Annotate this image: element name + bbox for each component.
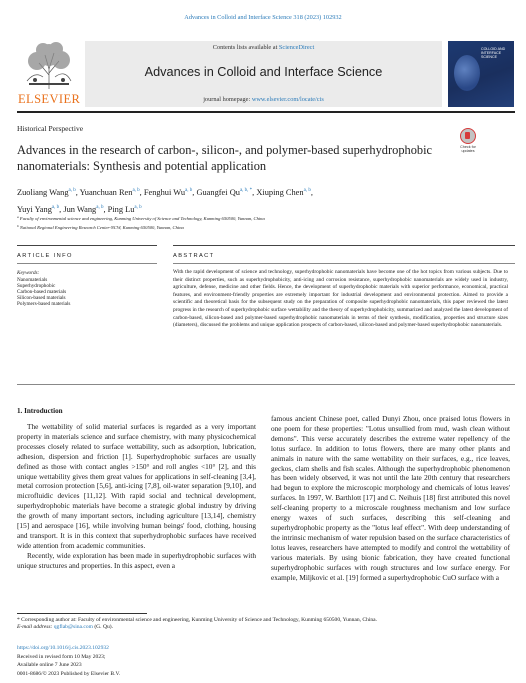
homepage-prefix: journal homepage: bbox=[203, 96, 252, 103]
crossmark-label: Check for updates bbox=[460, 145, 476, 154]
journal-reference[interactable]: Advances in Colloid and Interface Science 318 (2023) 102932 bbox=[184, 14, 342, 21]
affiliation-mark: b bbox=[17, 223, 19, 228]
received-date: Received in revised form 10 May 2023; bbox=[17, 653, 106, 660]
author-affil-marker[interactable]: a, b bbox=[51, 205, 60, 210]
article-info-top-rule bbox=[17, 245, 157, 246]
author-name[interactable]: Zuoliang Wang bbox=[17, 188, 69, 197]
masthead-box bbox=[85, 41, 442, 107]
email-line bbox=[17, 624, 515, 631]
doi-link[interactable]: https://doi.org/10.1016/j.cis.2023.102932 bbox=[17, 645, 109, 651]
affiliations bbox=[17, 214, 515, 232]
keyword-item: Nanomaterials bbox=[17, 277, 48, 283]
affiliation-text: National Regional Engineering Research Center-NCW, Kunming 650500, Yunnan, China bbox=[19, 224, 184, 230]
sciencedirect-link[interactable]: ScienceDirect bbox=[278, 44, 315, 51]
author-affil-marker[interactable]: a, b bbox=[134, 205, 142, 210]
author-affil-marker[interactable]: a, b, * bbox=[239, 188, 253, 193]
author-list: Zuoliang Wang$^{a, b}$, Yuanchuan Ren$^{a, b}$, Fenghui Wu$^{a, b}$, Guangfei $Qu^{a, b, *}$, Xiuping Chen$^{a, b}$, Yuyi Yang$^{a, b}$, Jun Wang$^{a, b}$, Ping Lu$^{a, b}$ bbox=[17, 188, 313, 214]
contents-prefix: Contents lists available at bbox=[212, 44, 279, 51]
corresponding-author-note: * Corresponding author at: Faculty of environmental science and engineering, Kunming University of Science and Technology, Kunming 650500, Yunnan, China. bbox=[17, 617, 378, 623]
author-name[interactable]: Xiuping Chen bbox=[256, 188, 304, 197]
article-title: Advances in the research of carbon-, silicon-, and polymer-based superhydrophobic nanomaterials: Synthesis and potential application bbox=[17, 143, 433, 173]
section-heading-introduction: 1. Introduction bbox=[17, 407, 63, 415]
article-type: Historical Perspective bbox=[17, 124, 84, 133]
author-affil-marker[interactable]: a, b bbox=[132, 188, 140, 193]
author-affil-marker[interactable]: a, b bbox=[96, 205, 104, 210]
abstract-sub-rule bbox=[173, 263, 515, 264]
masthead-divider bbox=[17, 111, 515, 113]
abstract-bottom-rule bbox=[17, 384, 515, 385]
author-affil-marker[interactable]: a, b bbox=[185, 188, 193, 193]
keyword-item: Carbon-based materials bbox=[17, 289, 67, 296]
keywords-list bbox=[17, 277, 70, 307]
affiliation-text: Faculty of environmental science and engineering, Kunming University of Science and Technology, Kunming 650500, Yunnan, China bbox=[19, 216, 265, 221]
affiliation-item bbox=[17, 223, 515, 232]
contents-line bbox=[85, 44, 442, 51]
email-suffix: (G. Qu). bbox=[94, 624, 113, 631]
crossmark-icon bbox=[460, 128, 476, 144]
body-paragraph: The wettability of solid material surfaces is regarded as a very important property in materials science and surface chemistry, with many physicochemical processes closely related to surface wettability, such as adsorption, lubrication, adhesion, dispersion and friction [1]. Superhydrophobic surfaces are usually defined as those with contact angles >150° and roll angles <10° [2], and this unique wettability gives them great values for applications in self-cleaning [3,4], metal corrosion protection [5,6], anti-icing [7,8], oil-water separation [9,10], and microfluidic devices [11,12]. With rapid social and technical development, superhydrophobic materials have become a strategic global industry by driving the growth of many important sectors, including agriculture [13,14], chemistry [15] and aerospace [16], while involving human beings' food, clothing, housing and transport. It is in this context that superhydrophobic surfaces have received wide attention from academic communities. bbox=[17, 422, 256, 550]
author-affil-marker[interactable]: a, b bbox=[303, 188, 311, 193]
check-for-updates-button[interactable] bbox=[454, 128, 482, 158]
article-info-sub-rule bbox=[17, 263, 157, 264]
elsevier-tree-icon bbox=[21, 41, 77, 91]
cover-graphic bbox=[454, 55, 480, 91]
keyword-item: Silicon-based materials bbox=[17, 295, 66, 302]
author-affil-marker[interactable]: a, b bbox=[68, 188, 76, 193]
author-name[interactable]: Yuyi Yang bbox=[17, 205, 52, 214]
body-column-left bbox=[17, 422, 256, 571]
cover-title: COLLOID AND INTERFACE SCIENCE bbox=[481, 47, 506, 59]
article-info-heading: ARTICLE INFO bbox=[17, 253, 73, 259]
keyword-item: Polymers-based materials bbox=[17, 301, 71, 308]
email-link[interactable]: qgflab@sina.com bbox=[53, 624, 93, 631]
journal-title[interactable]: Advances in Colloid and Interface Science bbox=[144, 65, 383, 79]
body-column-right bbox=[271, 414, 510, 582]
abstract-top-rule bbox=[173, 245, 515, 246]
elsevier-logo bbox=[17, 41, 81, 107]
footnote-rule bbox=[17, 613, 147, 614]
available-date: Available online 7 June 2023 bbox=[17, 662, 82, 669]
abstract-heading: ABSTRACT bbox=[173, 253, 215, 259]
body-paragraph: Recently, wide exploration has been made in superhydrophobic surfaces with unique structures and properties. In this aspect, even a bbox=[17, 550, 256, 570]
publication-info bbox=[17, 644, 120, 679]
author-name[interactable]: Ping Lu bbox=[107, 205, 135, 214]
journal-cover[interactable] bbox=[448, 41, 514, 107]
author-name[interactable]: Guangfei Qu bbox=[196, 188, 240, 197]
affiliation-mark: a bbox=[17, 215, 19, 219]
author-name[interactable]: Fenghui Wu bbox=[143, 188, 186, 197]
body-paragraph: famous ancient Chinese poet, called Dunyi Zhou, once praised lotus flowers in one poem for these properties: "Lotus unsullied from mud, wash clean without demons". This verse accurately describes the extreme water repellency of the lotus surface. In addition to lotus flowers, there are many other plants and animals in nature with the same wettability on their surfaces, e.g., rice leaves, geckos, clam shells and fish scales. Although the superhydrophobic phenomenon has been widely observed, it was not until the late 20th century that researchers had begun to explore the microscopic morphology and chemicals of lotus leaves' surfaces. In 1997, W. Barthlott [17] and C. Neihuis [18] first attributed this novel self-cleaning property to a microscale roughness mechanism and low surface energy waxes of such surfaces, describing this self-cleaning and superhydrophobic property as the "lotus leaf effect". With deep understanding of the intrinsic mechanism of water repulsion based on the surface characteristics of lotus leaves, researchers have attempted to modify and control the wettability of various materials. By using bionic fabrication, they have created functional superhydrophobic surfaces with rough structures and low surface energy. For example, Miljkovic et al. [19] formed a superhydrophobic CuO surface with a bbox=[271, 414, 510, 582]
footnote bbox=[17, 617, 515, 632]
homepage-link[interactable]: www.elsevier.com/locate/cis bbox=[251, 96, 324, 103]
publisher-name[interactable]: ELSEVIER bbox=[18, 92, 81, 106]
keywords-heading: Keywords: bbox=[17, 270, 40, 276]
affiliation-item bbox=[17, 214, 515, 223]
homepage-line bbox=[85, 96, 442, 103]
abstract-text: With the rapid development of science and technology, superhydrophobic nanomaterials have become one of the hot topics from various subjects. Due to their distinct properties, such as superhydrophobicity, anti-icing and corrosion resistance, superhydrophobic nanomaterials are widely used in industry, agriculture, defense, medicine and other fields. Hence, the development of superhydrophobic materials with superior performance, economical, practical features, and environment-friendly properties are extremely important for industrial development and environmental protection. Aimed to provide a scientific and theoretical basis for the subsequent study on the preparation of composite superhydrophobic nanomaterials, this paper reviewed the latest progress in the research of superhydrophobic surface wettability and the theory of superhydrophobicity, summarized and analyzed the latest development of carbon-based, silicon-based and polymer-based superhydrophobic nanomaterials in terms of their synthesis, modification, properties and structure sizes (diameters), discussed the problems and unique application prospects of carbon-based, silicon-based and polymer-based superhydrophobic nanomaterials. bbox=[173, 269, 508, 329]
author-name[interactable]: Jun Wang bbox=[63, 205, 97, 214]
keyword-item: Superhydrophobic bbox=[17, 283, 56, 290]
copyright-line: 0001-8686/© 2023 Published by Elsevier B.V. bbox=[17, 671, 121, 678]
author-name[interactable]: Yuanchuan Ren bbox=[79, 188, 133, 197]
masthead bbox=[17, 41, 515, 108]
email-label: E-mail address: bbox=[17, 624, 53, 631]
